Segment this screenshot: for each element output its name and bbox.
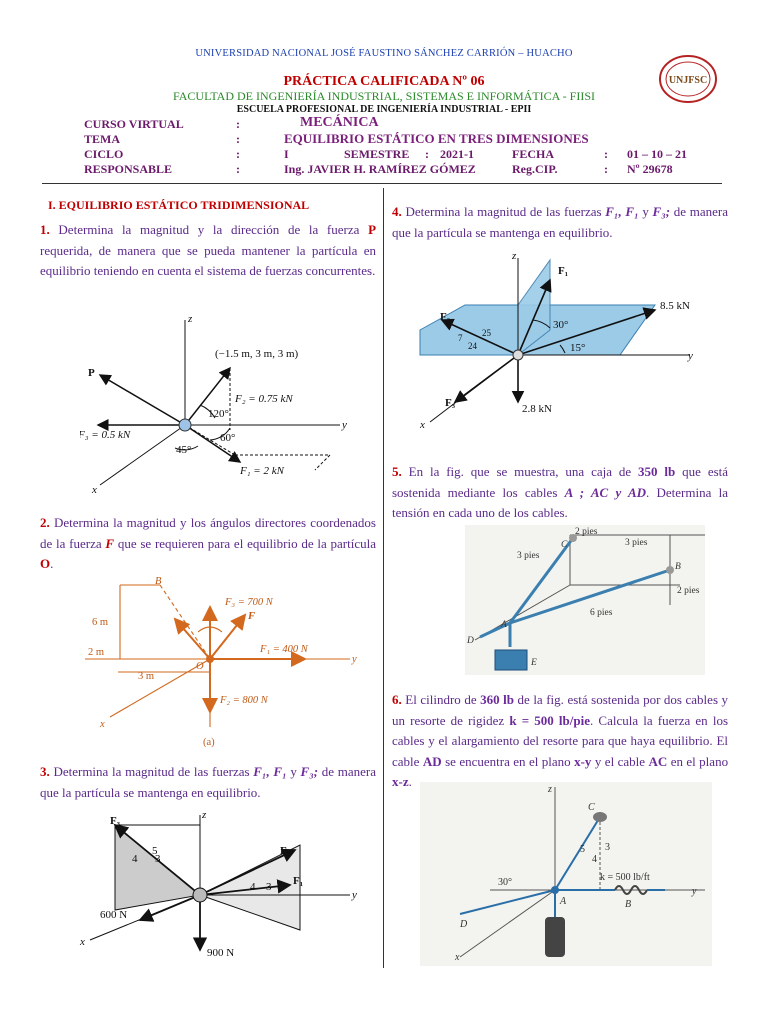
point-b: B — [675, 562, 681, 572]
problem-bold: AC — [648, 753, 668, 769]
slope-25: 25 — [482, 328, 491, 338]
problem-forces: F₁, F₁ — [253, 764, 287, 779]
point-c: C — [561, 540, 568, 550]
problem-number: 2. — [40, 515, 50, 530]
problem-bold: x-z — [392, 774, 409, 789]
problem-text: . Calcula la fuerza en los cables y el alargamiento del resorte para que haya equilibrio. El cable — [392, 712, 729, 769]
angle-30: 30° — [553, 319, 569, 331]
problem-5 — [392, 462, 728, 524]
spring-constant: k = 500 lb/ft — [600, 872, 650, 883]
f2-label: F₂ — [440, 311, 451, 323]
axis-x: x — [100, 719, 105, 730]
colon: : — [236, 117, 240, 131]
force-600: 600 N — [100, 909, 128, 921]
point-a: A — [501, 620, 507, 630]
semestre-value: 2021-1 — [440, 147, 474, 161]
axis-z: z — [202, 810, 207, 821]
dim-3m: 3 m — [138, 671, 155, 682]
figure-6 — [420, 782, 712, 966]
angle-30: 30° — [498, 877, 512, 888]
figure-1 — [80, 310, 370, 500]
axis-x: x — [80, 936, 85, 948]
problem-text: . — [50, 556, 54, 571]
problem-number: 3. — [40, 764, 50, 779]
slope-4: 4 — [132, 853, 138, 865]
problem-forces: F₃; — [652, 204, 671, 219]
dim-2m: 2 m — [88, 647, 105, 658]
problem-text: y — [642, 204, 649, 219]
figure-5 — [465, 525, 705, 675]
problem-cables: A ; AC y AD — [564, 484, 647, 500]
university-name: UNIVERSIDAD NACIONAL JOSÉ FAUSTINO SÁNCHEZ CARRIÓN – HUACHO — [195, 48, 573, 59]
point-c: C — [588, 802, 595, 813]
slope-4b: 4 — [250, 881, 256, 893]
problem-bold: x-y — [574, 753, 592, 769]
tema-label: TEMA — [84, 132, 120, 146]
angle-15: 15° — [570, 342, 586, 354]
problem-number: 6. — [392, 692, 402, 707]
f1-label: F₁ — [293, 875, 304, 887]
problem-text: de manera que la partícula se mantenga en equilibrio. — [392, 204, 729, 240]
problem-text: Determina la magnitud y los ángulos directores coordenados de la fuerza — [40, 515, 376, 551]
slope-3b: 3 — [266, 881, 272, 893]
slope-3: 3 — [605, 842, 610, 853]
problem-text: y el cable — [594, 753, 646, 769]
f1-label: F₁ = 400 N — [260, 644, 308, 655]
slope-24: 24 — [468, 341, 477, 351]
problem-text: En la fig. que se muestra, una caja de — [408, 464, 632, 479]
point-a: A — [560, 896, 567, 907]
fecha-label: FECHA — [512, 147, 554, 161]
colon: : — [604, 147, 608, 161]
axis-x: x — [455, 952, 460, 963]
point-b: B — [625, 899, 632, 910]
point-e: E — [531, 658, 537, 668]
problem-text: de la fig. está sostenida por dos cables y un resorte de rigidez — [392, 692, 729, 728]
slope-5: 5 — [580, 844, 585, 855]
angle-120: 120° — [208, 408, 229, 420]
dim-3-pies-a: 3 pies — [517, 551, 540, 561]
problem-6 — [392, 690, 728, 793]
axis-x: x — [92, 484, 97, 496]
problem-3 — [40, 762, 376, 803]
problem-text: . — [408, 774, 412, 789]
problem-4 — [392, 202, 728, 243]
dim-6m: 6 m — [92, 617, 109, 628]
axis-y: y — [342, 419, 347, 431]
axis-z: z — [548, 784, 552, 795]
axis-x: x — [420, 419, 425, 431]
faculty-name: FACULTAD DE INGENIERÍA INDUSTRIAL, SISTEMAS E INFORMÁTICA - FIISI — [172, 89, 596, 103]
problem-text: que está sostenida mediante los cables — [392, 464, 729, 500]
f1-label: F₁ — [558, 265, 569, 277]
dim-2-pies-b: 2 pies — [677, 586, 700, 596]
problem-number: 5. — [392, 464, 402, 479]
axis-y: y — [352, 654, 357, 665]
figure-4 — [410, 250, 710, 455]
problem-text: y — [290, 764, 297, 779]
f3-label: F₃ — [110, 815, 121, 827]
problem-bold: k = 500 lb/pie — [509, 712, 590, 728]
angle-60: 60° — [220, 432, 236, 444]
axis-z: z — [512, 250, 517, 262]
problem-text: que se requieren para el equilibrio de la partícula — [117, 535, 377, 551]
slope-5: 5 — [152, 845, 158, 857]
axis-y: y — [688, 350, 693, 362]
dim-2-pies: 2 pies — [575, 527, 598, 537]
curso-value: MECÁNICA — [300, 115, 379, 130]
force-p-label: P — [88, 367, 95, 379]
problem-1 — [40, 220, 376, 282]
colon: : — [604, 162, 608, 176]
problem-text: Determina la magnitud de las fuerzas — [405, 204, 602, 219]
problem-text: El cilindro de — [405, 692, 477, 707]
fecha-value: 01 – 10 – 21 — [627, 147, 687, 161]
problem-bold: O — [40, 556, 51, 571]
problem-number: 1. — [40, 222, 50, 237]
colon: : — [236, 162, 240, 176]
force-8-5: 8.5 kN — [660, 300, 690, 312]
ciclo-label: CICLO — [84, 147, 124, 161]
f3-label: F₃ = 0.5 kN — [80, 429, 131, 441]
figure-caption: (a) — [203, 737, 215, 748]
practice-title: PRÁCTICA CALIFICADA Nº 06 — [283, 74, 485, 89]
slope-4: 4 — [592, 854, 597, 865]
f2-label: F₂ = 800 N — [220, 695, 268, 706]
column-divider — [383, 188, 384, 968]
problem-bold: P — [368, 222, 377, 237]
curso-label: CURSO VIRTUAL — [84, 117, 184, 131]
problem-bold: 350 lb — [638, 464, 676, 479]
school-name: ESCUELA PROFESIONAL DE INGENIERÍA INDUSTRIAL - EPII — [236, 104, 532, 115]
reg-cip-label: Reg.CIP. — [512, 162, 558, 176]
header-divider — [42, 183, 722, 184]
section-title: I. EQUILIBRIO ESTÁTICO TRIDIMENSIONAL — [48, 198, 310, 212]
problem-text: Determina la magnitud y la dirección de la fuerza — [58, 222, 360, 237]
f-label: F — [248, 611, 256, 622]
problem-text: requerida, de manera que se pueda mantener la partícula en equilibrio teniendo en cuenta el sistema de fuerzas concurrentes. — [40, 242, 376, 278]
semestre-label: SEMESTRE — [344, 147, 410, 161]
origin-o: O — [196, 661, 204, 672]
problem-forces: F₁, F₁ — [605, 204, 639, 219]
figure-2 — [80, 577, 370, 749]
colon: : — [425, 147, 429, 161]
colon: : — [236, 132, 240, 146]
point-d: D — [467, 636, 474, 646]
problem-text: en el plano — [670, 753, 729, 769]
point-b: B — [155, 577, 162, 587]
slope-3: 3 — [155, 853, 161, 865]
logo-text: UNJFSC — [668, 75, 708, 86]
problem-text: de manera que la partícula se mantenga en equilibrio. — [40, 764, 377, 800]
problem-text: Determina la magnitud de las fuerzas — [53, 764, 250, 779]
reg-cip-value: Nº 29678 — [627, 162, 673, 176]
problem-bold: AD — [422, 753, 442, 769]
f1-label: F₁ = 2 kN — [240, 465, 284, 477]
angle-45: 45° — [176, 444, 192, 456]
point-d: D — [460, 919, 468, 930]
problem-forces: F₃; — [300, 764, 319, 779]
dim-6-pies: 6 pies — [590, 608, 613, 618]
ciclo-value: I — [284, 147, 289, 161]
force-2-8: 2.8 kN — [522, 403, 552, 415]
axis-y: y — [692, 886, 697, 897]
axis-z: z — [188, 313, 193, 325]
f2-label: F₂ = 0.75 kN — [235, 393, 293, 405]
responsable-value: Ing. JAVIER H. RAMÍREZ GÓMEZ — [284, 162, 476, 176]
f3-label: F₃ — [445, 397, 456, 409]
problem-text: se encuentra en el plano — [445, 753, 571, 769]
problem-number: 4. — [392, 204, 402, 219]
f3-label: F₃ = 700 N — [225, 597, 273, 608]
coordinate-label: (−1.5 m, 3 m, 3 m) — [215, 348, 299, 360]
problem-text: . Determina la tensión en cada uno de los cables. — [392, 484, 728, 520]
problem-bold: 360 lb — [480, 692, 514, 707]
problem-bold: F — [105, 535, 115, 551]
tema-value: EQUILIBRIO ESTÁTICO EN TRES DIMENSIONES — [284, 131, 589, 146]
university-logo — [658, 54, 718, 104]
f2-label: F₂ — [280, 845, 291, 857]
responsable-label: RESPONSABLE — [84, 162, 173, 176]
problem-2 — [40, 513, 376, 575]
slope-7: 7 — [458, 333, 463, 343]
axis-y: y — [352, 889, 357, 901]
force-900: 900 N — [207, 947, 235, 959]
dim-3-pies-b: 3 pies — [625, 538, 648, 548]
colon: : — [236, 147, 240, 161]
figure-3 — [70, 810, 370, 970]
